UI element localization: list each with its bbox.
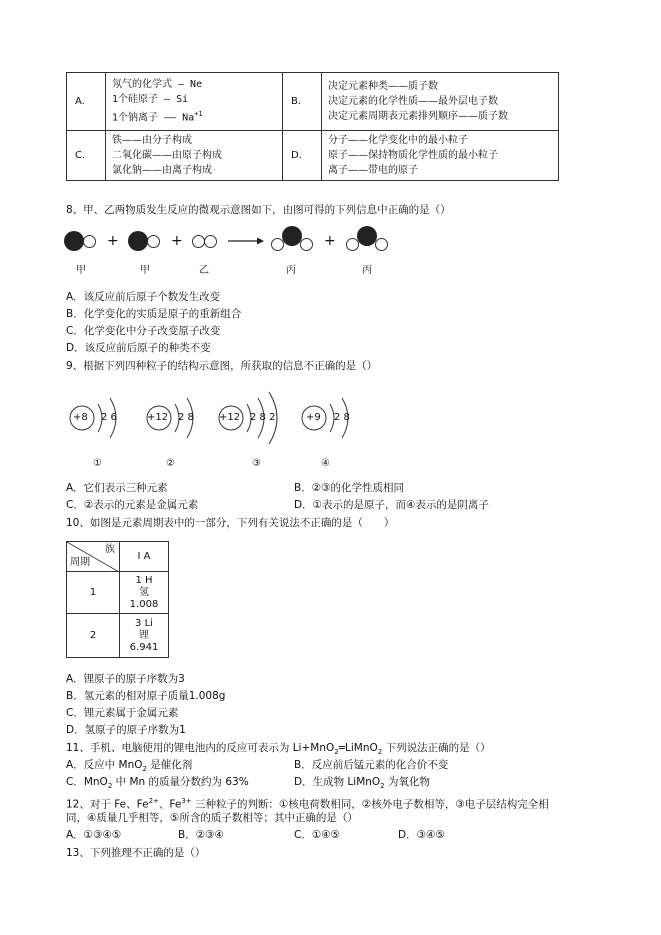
q8-big-black-atom — [282, 226, 302, 246]
q7-row-a-label: A. — [67, 73, 106, 131]
q8-plus-1: + — [107, 233, 119, 249]
q8-small-white-atom — [83, 235, 96, 248]
q7-row-b-content — [322, 73, 559, 131]
q7-row-b-label: B. — [283, 73, 322, 131]
q11-option-a — [66, 758, 192, 776]
q11-a-sub: 2 — [142, 765, 147, 774]
q8-arrow-icon — [228, 236, 264, 246]
q11-question — [66, 741, 491, 759]
q11-d-sub: 2 — [380, 782, 385, 791]
q8-label-bing-1: 丙 — [286, 265, 296, 276]
q8-big-black-atom — [357, 226, 377, 246]
q9-question: 9、根据下列四种粒子的结构示意图，所获取的信息不正确的是（） — [66, 360, 378, 372]
q10-header-group: I A — [120, 542, 169, 572]
q10-question: 10、如图是元素周期表中的一部分，下列有关说法不正确的是（ ） — [66, 517, 395, 529]
q11-q-sub1: 2 — [334, 748, 339, 757]
q10-periodic-table — [66, 541, 169, 658]
q8-small-white-atom — [300, 238, 313, 251]
q10-h-number-symbol: 1 H — [135, 574, 153, 586]
q9-atom-1-number: ① — [93, 458, 102, 469]
q12-l1-a: 12、对于 Fe、Fe — [66, 798, 149, 811]
q11-d-pre: D．生成物 LiMnO — [294, 776, 381, 788]
q11-a-pre: A．反应中 MnO — [66, 759, 143, 771]
q12-option-b: B．②③④ — [178, 829, 224, 841]
q7-row-c-content — [106, 131, 283, 181]
q8-plus-3: + — [324, 233, 336, 249]
q8-plus-2: + — [171, 233, 183, 249]
q10-li-mass: 6.941 — [129, 641, 159, 653]
q8-option-c: C．化学变化中分子改变原子改变 — [66, 325, 221, 337]
q10-header-corner — [67, 542, 120, 572]
q7-b-line2: 决定元素的化学性质——最外层电子数 — [328, 96, 498, 107]
q9-option-d: D．①表示的是原子，而④表示的是阴离子 — [294, 499, 489, 511]
q9-atom-2-number: ② — [166, 458, 175, 469]
q8-label-jia-1: 甲 — [76, 265, 86, 276]
q7-a-sup: +1 — [194, 110, 203, 119]
q9-atom-4-nucleus: +9 — [306, 412, 321, 423]
q9-option-c: C．②表示的元素是金属元素 — [66, 499, 199, 511]
q7-c-line1: 铁——由分子构成 — [112, 135, 192, 146]
q7-a-line3 — [112, 107, 276, 125]
q8-question: 8、甲、乙两物质发生反应的微观示意图如下，由图可得的下列信息中正确的是（） — [66, 204, 451, 216]
q7-b-line1: 决定元素种类——质子数 — [328, 81, 438, 92]
q9-atom-1-electrons: 2 6 — [101, 412, 117, 423]
q10-option-b: B．氢元素的相对原子质量1.008g — [66, 690, 226, 702]
q7-d-line3: 离子——带电的原子 — [328, 165, 418, 176]
q10-option-a: A．锂原子的原子序数为3 — [66, 673, 185, 685]
q10-h-name: 氢 — [139, 586, 149, 598]
q10-li-number-symbol: 3 Li — [135, 617, 153, 629]
q11-c-sub: 2 — [107, 782, 113, 791]
q7-a-line3-text: 1个钠离子 —— Na — [112, 112, 195, 124]
q7-d-line2: 原子——保持物质化学性质的最小粒子 — [328, 150, 498, 161]
q8-label-yi: 乙 — [199, 265, 209, 276]
q12-option-c: C．①④⑤ — [294, 829, 341, 841]
q12-l1-c: 三种粒子的判断：①核电荷数相同，②核外电子数相等，③电子层结构完全相 — [191, 798, 549, 811]
q11-q-post: 下列说法正确的是（） — [382, 742, 491, 754]
q8-small-white-atom — [147, 235, 160, 248]
q7-row-a-content — [106, 73, 283, 131]
q8-label-jia-2: 甲 — [140, 265, 150, 276]
q12-sup-3plus: 3+ — [181, 797, 192, 805]
q8-small-white-atom — [375, 238, 388, 251]
q9-atom-3-nucleus: +12 — [219, 412, 241, 423]
q11-option-d — [294, 775, 430, 793]
q11-option-b: B．反应前后锰元素的化合价不变 — [294, 759, 449, 771]
q11-c-post: 中 Mn 的质量分数约为 63% — [112, 776, 249, 788]
q10-header-zu: 族 — [105, 544, 115, 555]
q8-big-black-atom — [64, 231, 84, 251]
q7-row-d-content — [322, 131, 559, 181]
q10-cell-hydrogen — [120, 572, 169, 614]
q11-q-mid: ═LiMnO — [338, 742, 378, 754]
q9-option-b: B．②③的化学性质相同 — [294, 482, 405, 494]
q12-option-a: A．①③④⑤ — [66, 829, 122, 841]
q12-sup-2plus: 2+ — [148, 797, 159, 805]
q9-atom-4-electrons: 2 8 — [334, 412, 350, 423]
q10-option-c: C．锂元素属于金属元素 — [66, 707, 179, 719]
q8-label-bing-2: 丙 — [362, 265, 372, 276]
q10-period-2: 2 — [67, 614, 120, 658]
q10-period-1: 1 — [67, 572, 120, 614]
q12-question-line1 — [66, 794, 549, 812]
q11-q-sub2: 2 — [377, 748, 383, 757]
q7-c-line3: 氯化钠——由离子构成 — [112, 165, 212, 176]
q11-q-pre: 11、手机、电脑使用的锂电池内的反应可表示为 Li+MnO — [66, 742, 335, 754]
q9-atom-3-number: ③ — [252, 458, 261, 469]
q12-question-line2: 同，④质量几乎相等，⑤所含的质子数相等；其中正确的是（） — [66, 812, 358, 824]
q11-d-post: 为氧化物 — [384, 776, 430, 788]
q11-a-post: 是催化剂 — [146, 759, 193, 771]
q10-option-d: D．氢原子的原子序数为1 — [66, 724, 186, 736]
q8-option-a: A．该反应前后原子个数发生改变 — [66, 291, 221, 303]
q7-c-line2: 二氧化碳——由原子构成 — [112, 150, 222, 161]
q10-h-mass: 1.008 — [129, 598, 159, 610]
q11-option-c — [66, 775, 249, 793]
q9-atom-3-electrons: 2 8 2 — [250, 412, 276, 423]
q9-option-a: A．它们表示三种元素 — [66, 482, 168, 494]
q12-l1-b: 、Fe — [158, 798, 182, 811]
q7-d-line1: 分子——化学变化中的最小粒子 — [328, 135, 468, 146]
q8-option-d: D．该反应前后原子的种类不变 — [66, 342, 211, 354]
q7-row-d-label: D. — [283, 131, 322, 181]
q11-c-pre: C．MnO — [66, 776, 108, 788]
q8-big-black-atom — [128, 231, 148, 251]
q7-row-c-label: C. — [67, 131, 106, 181]
q9-atom-2-nucleus: +12 — [147, 412, 169, 423]
q9-atom-1-nucleus: +8 — [73, 412, 88, 423]
q7-a-line2: 1个硅原子 — Si — [112, 94, 189, 106]
q9-atom-4-number: ④ — [321, 458, 330, 469]
q7-a-line1: 氖气的化学式 — Ne — [112, 79, 203, 91]
q10-header-period: 周期 — [70, 557, 90, 568]
q8-small-white-atom — [204, 235, 217, 248]
q10-li-name: 锂 — [139, 629, 149, 641]
q13-question: 13、下列推理不正确的是（） — [66, 847, 206, 859]
q12-option-d: D．③④⑤ — [398, 829, 445, 841]
q10-cell-lithium — [120, 614, 169, 658]
q8-option-b: B．化学变化的实质是原子的重新组合 — [66, 308, 242, 320]
q7-b-line3: 决定元素周期表元素排列顺序——质子数 — [328, 111, 508, 122]
q9-atom-2-electrons: 2 8 — [178, 412, 194, 423]
q7-options-table — [66, 72, 559, 181]
